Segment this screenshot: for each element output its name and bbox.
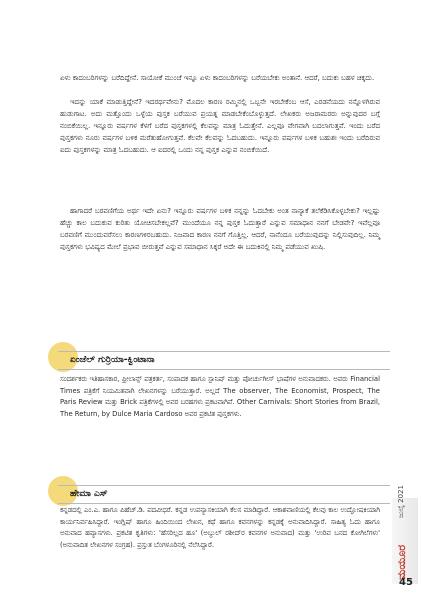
body-paragraph-2: ಇದನ್ನು ಯಾಕೆ ಮಾಡುತ್ತಿದ್ದೇನೆ? ಇದರರ್ಥವೇನು? ಮೊದಲ ಕಾರಣ ರಮ್ಮಿನಲ್ಲಿ ಒಬ್ಬನೇ ಇರಬೇಕೆಂಬ ಆಸೆ, ಎರಡನೆಯದು ನನ್ನೊಳಗಿರುವ ಹುಡುಗಾಟ. ಅದು ಮತ್ತೊಂದು ಒಳ್ಳೆಯ ಪುಸ್ತಕ ಬರೆಯುವ ಪ್ರಯತ್ನ ಮಾಡಬೇಕೆಂಬೊಳ್ಳುತ್ತದೆ. ಲೇಖಕರು ಅಜರಾಮರರು ಅನ್ನುವುದರ ಬಗ್ಗೆ ನಂಬಿಕೆಯಿಲ್ಲ. ಇನ್ನೂರು ವರ್ಷಗಳ ಕೆಳಗೆ ಬರೆದ ಪುಸ್ತಕಗಳಲ್ಲಿ ಕೆಲವನ್ನು ಮಾತ್ರ ಓದುತ್ತೇನೆ. ಎಲ್ಲವೂ ವೇಗವಾಗಿ ಬದಲಾಗುತ್ತವೆ. ಇಂದು ಬರೆದ ಪುಸ್ತಕಗಳು ನೂರು ವರ್ಷಗಳ ಬಳಿಕ ಮರೆತುಹೋಗುತ್ತವೆ. ಕೆಲವೇ ಕೆಲವನ್ನು ಓದಬಹುದು. ಇನ್ನೂರು ವರ್ಷಗಳ ಬಳಿಕ ಬಹುಶಃ ಇಂದು ಬರೆದಿರುವ ಐದು ಪುಸ್ತಕಗಳನ್ನು ಮಾತ್ರ ಓದಬಹುದು. ಆ ಐದರಲ್ಲಿ ಒಂದು ನನ್ನ ಪುಸ್ತಕ ಎನ್ನುವ ನಂಬಿಕೆಯಿದೆ.: [60, 98, 380, 154]
bio-text-translator: ಕನ್ನಡದಲ್ಲಿ ಎಂ.ಎ. ಹಾಗೂ ಪಿಹೆಚ್.ಡಿ. ಪದವೀಧರೆ. ಕನ್ನಡ ಉಪನ್ಯಾಸಕಿಯಾಗಿ ಕೆಲಸ ಮಾಡಿದ್ದಾರೆ. ಆಕಾಶವಾಣಿಯಲ್ಲಿ ಕೆಲವು ಕಾಲ ಉದ್ಘೋಷಕಿಯಾಗಿ ಕಾರ್ಯನಿರ್ವಹಿಸಿದ್ದಾರೆ. ಇಂಗ್ಲಿಷ್ ಹಾಗೂ ಹಿಂದಿಯಿಂದ ಲೇಖನ, ಕಥೆ ಹಾಗೂ ಕವನಗಳನ್ನು ಕನ್ನಡಕ್ಕೆ ಅನುವಾದಿಸಿದ್ದಾರೆ. ಸಾಹಿತ್ಯ ಓದು ಹಾಗೂ ಅನುವಾದ ಹವ್ಯಾಸಗಳು. ಪ್ರಕಟಿತ ಕೃತಿಗಳು: 'ಹೆಸರಿಲ್ಲದ ಹೂ' (ಅಬ್ದುಲ್ ರಶೀದ್‌ರ ಕವನಗಳ ಅನುವಾದ) ಮತ್ತು 'ಉರಿವ ಬನದ ಕೋಗಿಲೆಗಳು' (ಅನುವಾದಿತ ಲೇಖನಗಳ ಸಂಗ್ರಹ). ಪ್ರಸ್ತುತ ಬೆಂಗಳೂರಿನಲ್ಲಿ ನೆಲೆಸಿದ್ದಾರೆ.: [60, 506, 380, 549]
bio-name: ಹೇಮಾ ಎಸ್: [70, 489, 108, 499]
bio-heading-translator: [58, 485, 390, 504]
bio-name: ಏಂಜೆಲ್ ಗುರ್‍ರಿಯಾ-ಕ್ವಿಂಟಾನಾ: [70, 355, 155, 365]
page-number: 45: [399, 577, 413, 588]
bio-heading-interviewer: [58, 351, 390, 370]
body-paragraph-1: ಏಳು ಕಾದಂಬರಿಗಳನ್ನು ಬರೆದಿದ್ದೇನೆ. ಸಾಯೋಕೆ ಮುಂಚೆ ಇನ್ನೂ ಏಳು ಕಾದಂಬರಿಗಳನ್ನು ಬರೆಯಬೇಕು ಅಂತಾನೆ. ಆದರೆ, ಬದುಕು ಬಹಳ ಚಿಕ್ಕದು.: [60, 74, 375, 82]
magazine-name: ಮಯೂರ: [395, 544, 408, 580]
issue-date: ಜುಲೈ 2021: [397, 485, 405, 518]
bio-text-interviewer: ಸಂದರ್ಶಕರು ಇತಿಹಾಸಕಾರ, ಫ್ರೀಲಾನ್ಸ್ ಪತ್ರಕರ್ತ, ಸಂಪಾದಕ ಹಾಗೂ ಸ್ಪಾನಿಷ್ ಮತ್ತು ಪೋರ್ಚುಗೀಸ್ ಭಾಷೆಗಳ ಅನುವಾದಕರು. ಅವರು Financial Times ಪತ್ರಿಕೆಗೆ ನಿಯಮಿತವಾಗಿ ಲೇಖನಗಳನ್ನು ಬರೆಯುತ್ತಾರೆ. ಅಲ್ಲದೆ The observer, The Economist, Prospect, The Paris Review ಮತ್ತು Brick ಪತ್ರಿಕೆಗಳಲ್ಲಿ ಅವರ ಬರಹಗಳು ಪ್ರಕಟವಾಗಿವೆ. Other Carnivals: Short Stories from Brazil, The Return, by Dulce Maria Cardoso ಅವರ ಪ್ರಕಟಿತ ಪುಸ್ತಕಗಳು.: [60, 375, 380, 418]
body-paragraph-3: ಹಾಗಾದರೆ ಬರವಣಿಗೆಯ ಅರ್ಥ ಇದೇ ಏನು? ಇನ್ನೂರು ವರ್ಷಗಳ ಬಳಿಕ ನನ್ನನ್ನು ಓದಬೇಕು ಅಂತ ನಾನ್ಯಾಕೆ ತಲೆಕೆಡಿಸಿಕೊಳ್ಳಬೇಕು? ಇಲ್ಲಷ್ಟು ಹೆಚ್ಚು ಕಾಲ ಬದುಕುವ ಕುರಿತು ಯೋಚಿಸಬೇಕಲ್ಲವೆ? ಮುಂದೆಯೂ ನನ್ನ ಪುಸ್ತಕ ಓದುತ್ತಾರೆ ಎನ್ನುವ ಸಮಾಧಾನ ನನಗೆ ಬೇಡವೇ? ಇವೆಲ್ಲವೂ ಬರವಣಿಗೆ ಮುಂದುವರೆಸಲು ಕಾರಣಗಳಿರಬಹುದು. ನಿಜವಾದ ಕಾರಣ ನನಗೆ ಗೊತ್ತಿಲ್ಲ. ಆದರೆ, ನಾನೆಂದೂ ಬರೆಯುವುದನ್ನು ನಿಲ್ಲಿಸುವುದಿಲ್ಲ. ನಿಮ್ಮ ಪುಸ್ತಕಗಳು ಭವಿಷ್ಯದ ಮೇಲೆ ಪ್ರಭಾವ ಬೀರುತ್ತವೆ ಎನ್ನುವ ಸಮಾಧಾನ ಸಿಕ್ಕರೆ ಅದೇ ಈ ಬದುಕಿನಲ್ಲಿ ನಿಮ್ಮ ಪಡೆಯುವ ಖುಷಿ.: [60, 207, 380, 251]
